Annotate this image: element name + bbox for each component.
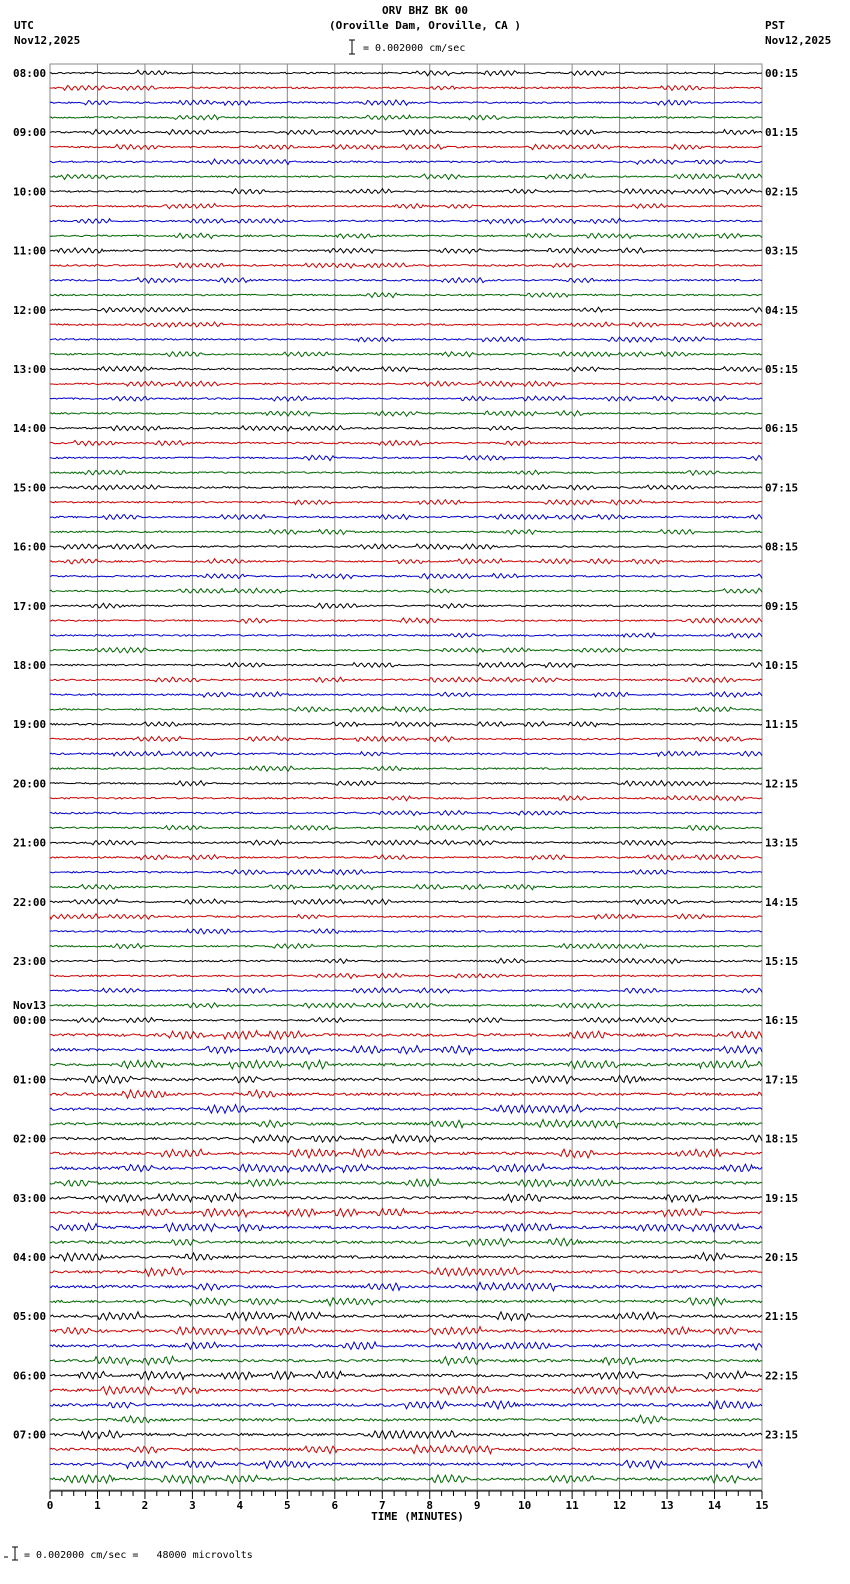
trace-line xyxy=(50,796,762,801)
pst-hour-label: 07:15 xyxy=(765,481,799,495)
trace-line xyxy=(50,1018,762,1023)
trace-line xyxy=(50,204,762,209)
trace-line xyxy=(50,870,762,875)
x-tick-label: 13 xyxy=(660,1499,674,1512)
minute-grid xyxy=(50,64,762,1490)
footer-scale-label: = 0.002000 cm/sec = 48000 microvolts xyxy=(24,1550,253,1561)
utc-hour-label: 00:00 xyxy=(13,1014,47,1028)
trace-line xyxy=(50,1209,762,1217)
trace-line xyxy=(50,1238,762,1246)
trace-line xyxy=(50,100,762,105)
trace-line xyxy=(50,263,762,268)
trace-line xyxy=(50,958,762,963)
pst-hour-label: 22:15 xyxy=(765,1369,799,1383)
pst-hour-label: 08:15 xyxy=(765,540,799,554)
trace-line xyxy=(50,115,762,120)
pst-hour-label: 05:15 xyxy=(765,363,799,376)
trace-line xyxy=(50,189,762,194)
trace-line xyxy=(50,144,762,149)
trace-line xyxy=(50,1445,762,1454)
trace-line xyxy=(50,899,762,905)
x-tick-label: 8 xyxy=(426,1499,434,1512)
trace-line xyxy=(50,470,762,475)
trace-line xyxy=(50,929,762,934)
station-title: ORV BHZ BK 00 xyxy=(381,4,469,17)
x-tick-label: 7 xyxy=(378,1499,386,1512)
trace-line xyxy=(50,1431,762,1439)
trace-line xyxy=(50,218,762,223)
trace-line xyxy=(50,914,762,919)
x-tick-label: 0 xyxy=(46,1499,54,1512)
trace-line xyxy=(50,722,762,727)
trace-line xyxy=(50,514,762,519)
pst-hour-label: 12:15 xyxy=(765,777,799,791)
trace-line xyxy=(50,603,762,608)
trace-line xyxy=(50,455,762,460)
trace-line xyxy=(50,559,762,564)
x-tick-label: 11 xyxy=(565,1499,579,1512)
trace-line xyxy=(50,1371,762,1380)
trace-line xyxy=(50,766,762,771)
trace-line xyxy=(50,825,762,831)
utc-hour-label: 05:00 xyxy=(13,1310,47,1324)
pst-hour-label: 03:15 xyxy=(765,244,799,258)
utc-hour-label: 14:00 xyxy=(13,422,47,436)
trace-line xyxy=(50,988,762,993)
trace-line xyxy=(50,485,762,490)
trace-line xyxy=(50,1386,762,1394)
trace-line xyxy=(50,1090,762,1098)
right-date: Nov12,2025 xyxy=(765,34,832,47)
pst-hour-label: 02:15 xyxy=(765,185,799,199)
trace-line xyxy=(50,1223,762,1232)
pst-hour-label: 18:15 xyxy=(765,1132,799,1146)
trace-line xyxy=(50,811,762,816)
pst-hour-label: 23:15 xyxy=(765,1428,799,1442)
pst-hour-label: 01:15 xyxy=(765,126,799,140)
trace-line xyxy=(50,70,762,76)
pst-hour-label: 11:15 xyxy=(765,718,799,732)
trace-line xyxy=(50,1475,762,1484)
trace-line xyxy=(50,1356,762,1365)
pst-hour-label: 00:15 xyxy=(765,67,799,80)
trace-line xyxy=(50,633,762,638)
pst-hour-label: 14:15 xyxy=(765,895,799,909)
trace-line xyxy=(50,707,762,712)
trace-line xyxy=(50,307,762,312)
trace-line xyxy=(50,943,762,948)
trace-line xyxy=(50,1003,762,1009)
x-tick-label: 2 xyxy=(141,1499,149,1512)
pst-hour-label: 16:15 xyxy=(765,1014,799,1028)
utc-hour-label: 11:00 xyxy=(13,244,47,258)
pst-hour-label: 09:15 xyxy=(765,599,799,613)
trace-line xyxy=(50,1415,762,1423)
trace-line xyxy=(50,1135,762,1143)
trace-line xyxy=(50,1312,762,1321)
trace-line xyxy=(50,337,762,342)
trace-line xyxy=(50,692,762,697)
trace-line xyxy=(50,248,762,254)
utc-hour-label: 13:00 xyxy=(13,363,47,376)
pst-hour-label: 13:15 xyxy=(765,836,799,850)
trace-line xyxy=(50,86,762,91)
utc-hour-label: 23:00 xyxy=(13,955,47,968)
trace-line xyxy=(50,1164,762,1173)
x-axis-label: TIME (MINUTES) xyxy=(371,1510,464,1523)
pst-hour-label: 10:15 xyxy=(765,659,799,672)
pst-hour-label: 20:15 xyxy=(765,1251,799,1264)
x-tick-label: 6 xyxy=(331,1499,339,1512)
trace-line xyxy=(50,677,762,682)
trace-line xyxy=(50,618,762,623)
utc-hour-label: 07:00 xyxy=(13,1428,47,1442)
trace-line xyxy=(50,426,762,431)
trace-line xyxy=(50,1120,762,1128)
trace-line xyxy=(50,751,762,756)
trace-line xyxy=(50,544,762,549)
trace-line xyxy=(50,1060,762,1069)
trace-line xyxy=(50,1179,762,1187)
trace-line xyxy=(50,322,762,327)
trace-line xyxy=(50,1282,762,1291)
trace-line xyxy=(50,233,762,238)
trace-line xyxy=(50,352,762,357)
trace-line xyxy=(50,1046,762,1055)
pst-hour-label: 06:15 xyxy=(765,422,799,436)
trace-line xyxy=(50,1460,762,1468)
trace-line xyxy=(50,1342,762,1350)
trace-line xyxy=(50,411,762,417)
x-tick-label: 14 xyxy=(707,1499,722,1512)
left-date: Nov12,2025 xyxy=(14,34,81,47)
x-tick-label: 3 xyxy=(189,1499,196,1512)
utc-hour-label: 19:00 xyxy=(13,718,47,732)
trace-line xyxy=(50,1401,762,1409)
utc-date-label: Nov13 xyxy=(13,999,47,1013)
trace-line xyxy=(50,574,762,579)
trace-line xyxy=(50,973,762,978)
scale-label: = 0.002000 cm/sec xyxy=(363,43,466,54)
utc-hour-label: 22:00 xyxy=(13,895,47,909)
trace-line xyxy=(50,1105,762,1114)
trace-line xyxy=(50,1149,762,1158)
trace-line xyxy=(50,293,762,298)
station-subtitle: (Oroville Dam, Oroville, CA ) xyxy=(328,19,522,32)
pst-hour-label: 15:15 xyxy=(765,955,799,968)
x-tick-label: 5 xyxy=(284,1499,291,1512)
x-tick-label: 9 xyxy=(473,1499,481,1512)
utc-hour-label: 20:00 xyxy=(13,777,47,791)
utc-hour-label: 16:00 xyxy=(13,540,47,554)
right-timezone: PST xyxy=(765,19,785,32)
pst-hour-label: 19:15 xyxy=(765,1191,799,1205)
seismic-traces xyxy=(50,70,762,1483)
trace-line xyxy=(50,736,762,742)
left-timezone: UTC xyxy=(14,19,34,32)
utc-hour-label: 09:00 xyxy=(13,126,47,140)
utc-hour-label: 04:00 xyxy=(13,1251,47,1264)
trace-line xyxy=(50,366,762,371)
trace-line xyxy=(50,884,762,889)
utc-hour-label: 17:00 xyxy=(13,599,47,613)
trace-line xyxy=(50,174,762,180)
trace-line xyxy=(50,1076,762,1084)
pst-hour-label: 04:15 xyxy=(765,303,799,317)
scale-bar-icon xyxy=(349,40,355,54)
trace-line xyxy=(50,1253,762,1261)
plot-frame xyxy=(50,64,762,1490)
time-axis xyxy=(47,1491,769,1512)
pst-hour-label: 21:15 xyxy=(765,1310,799,1324)
trace-line xyxy=(50,1298,762,1306)
trace-line xyxy=(50,500,762,505)
x-tick-label: 10 xyxy=(518,1499,532,1512)
trace-line xyxy=(50,381,762,386)
utc-hour-label: 18:00 xyxy=(13,659,47,672)
utc-hour-label: 02:00 xyxy=(13,1132,47,1146)
utc-hour-label: 15:00 xyxy=(13,481,47,495)
utc-hour-label: 06:00 xyxy=(13,1369,47,1383)
trace-line xyxy=(50,1031,762,1039)
trace-line xyxy=(50,662,762,667)
footer-scale-bar-icon xyxy=(4,1547,18,1560)
x-tick-label: 15 xyxy=(755,1499,769,1512)
trace-line xyxy=(50,648,762,653)
trace-line xyxy=(50,1327,762,1335)
trace-line xyxy=(50,278,762,283)
utc-hour-label: 12:00 xyxy=(13,303,47,317)
trace-line xyxy=(50,129,762,134)
trace-line xyxy=(50,855,762,861)
utc-hour-label: 03:00 xyxy=(13,1191,47,1205)
utc-hour-label: 21:00 xyxy=(13,836,47,850)
trace-line xyxy=(50,840,762,845)
x-tick-label: 4 xyxy=(236,1499,244,1512)
trace-line xyxy=(50,781,762,786)
utc-hour-label: 01:00 xyxy=(13,1073,47,1087)
trace-line xyxy=(50,1268,762,1277)
x-tick-label: 1 xyxy=(94,1499,101,1512)
trace-line xyxy=(50,588,762,593)
trace-line xyxy=(50,440,762,445)
utc-hour-label: 08:00 xyxy=(13,67,47,80)
x-tick-label: 12 xyxy=(612,1499,627,1512)
trace-line xyxy=(50,1194,762,1203)
pst-hour-label: 17:15 xyxy=(765,1073,799,1087)
utc-hour-label: 10:00 xyxy=(13,185,47,199)
trace-line xyxy=(50,159,762,164)
trace-line xyxy=(50,530,762,535)
trace-line xyxy=(50,396,762,401)
